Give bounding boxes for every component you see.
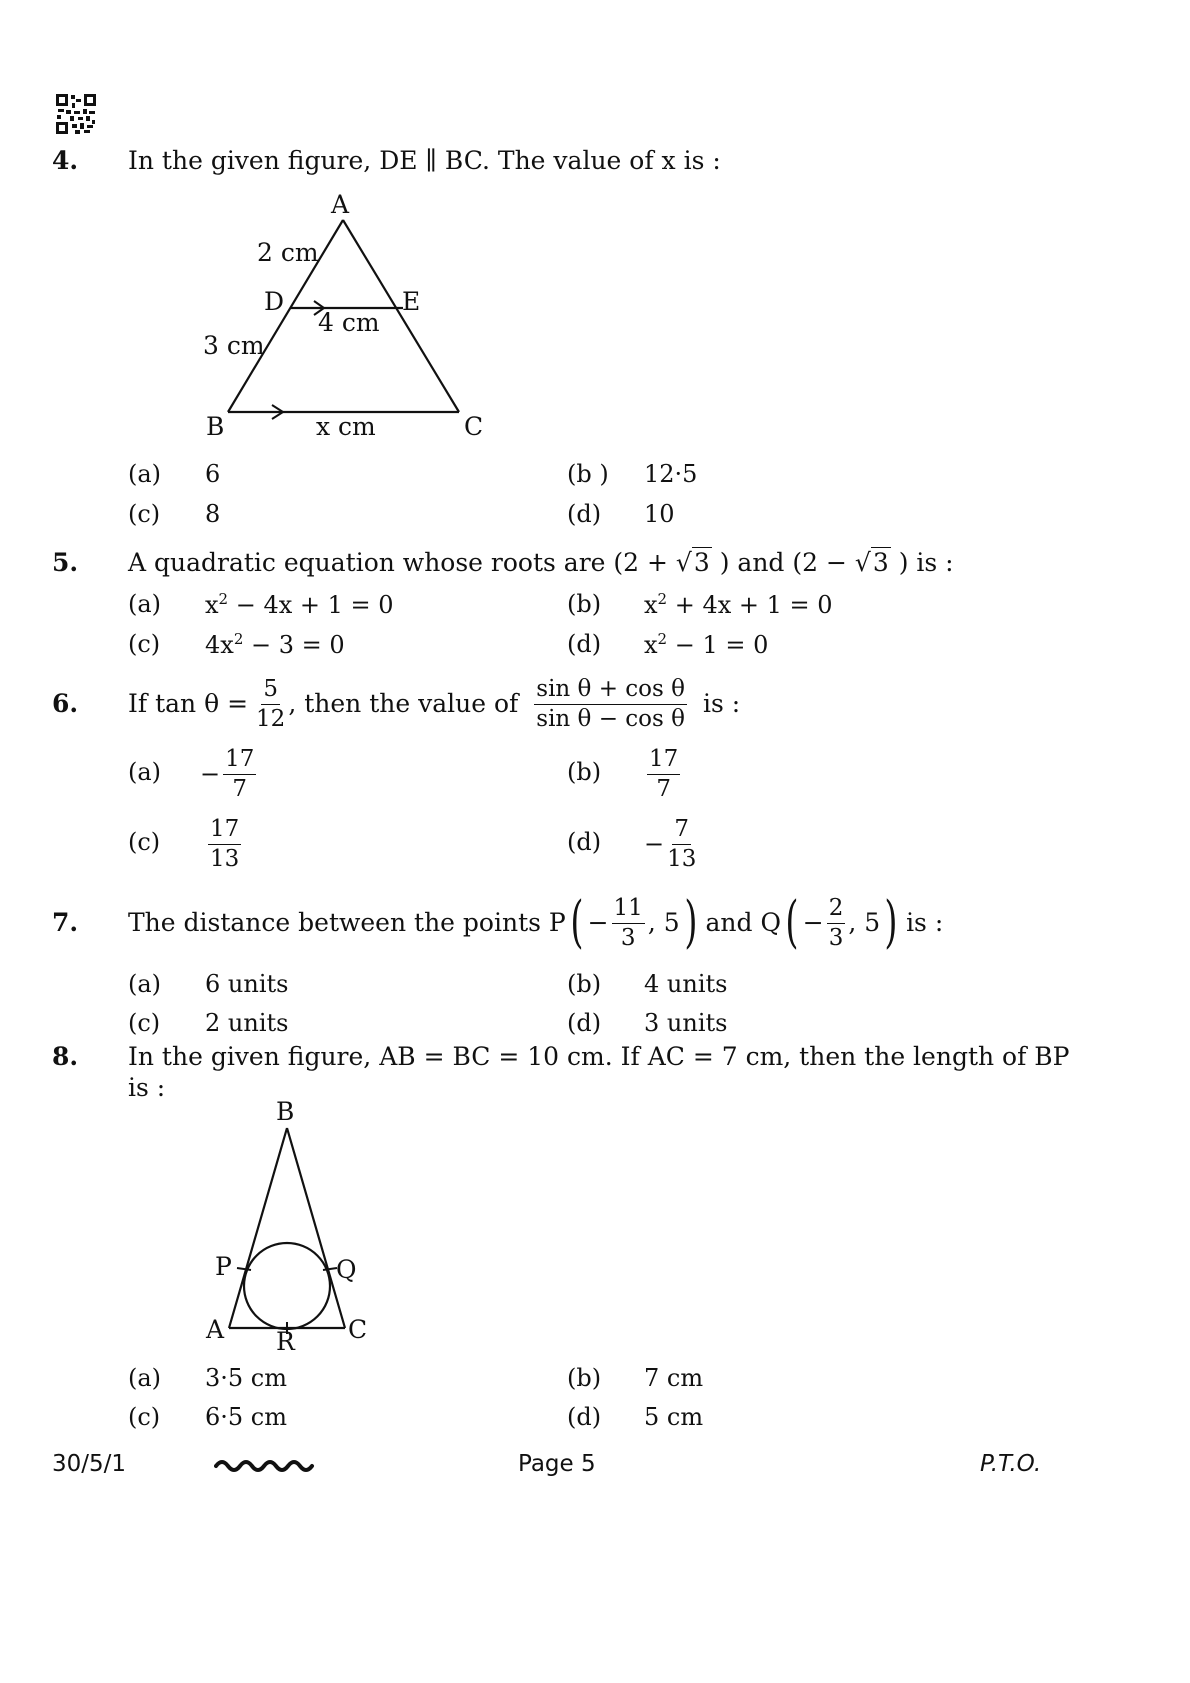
sqrt-expression: √3: [675, 548, 710, 577]
measurement-bc: x cm: [316, 412, 376, 441]
option-label[interactable]: (a): [128, 758, 162, 786]
pto-label: P.T.O.: [980, 1451, 1042, 1477]
vertex-label-a: A: [331, 190, 350, 219]
question-number: 4.: [52, 146, 79, 175]
fraction: $\frac{5}{12}$: [256, 675, 286, 732]
option-label[interactable]: (d): [567, 1009, 602, 1037]
option-value[interactable]: 10: [644, 500, 675, 528]
option-value[interactable]: 6: [205, 460, 221, 488]
wave-ornament-icon: [214, 1456, 318, 1476]
question-number: 6.: [52, 689, 79, 718]
option-label[interactable]: (d): [567, 630, 602, 658]
measurement-de: 4 cm: [318, 308, 380, 337]
option-value[interactable]: − $\frac{7}{13}$: [644, 815, 697, 872]
option-label[interactable]: (a): [128, 590, 162, 618]
fraction: $\frac{\text{sin θ + cos θ}}{\text{sin θ − cos θ}}$: [536, 675, 685, 732]
option-value[interactable]: − $\frac{17}{7}$: [200, 745, 255, 802]
option-value[interactable]: 8: [205, 500, 221, 528]
option-value[interactable]: 12·5: [644, 460, 698, 488]
option-label[interactable]: (c): [128, 630, 161, 658]
triangle-figure-q4: [190, 190, 530, 450]
question-text: The distance between the points P ( − $\frac{11}{3}$ , 5 ) and Q ( − $\frac{2}{3}$ , 5 ) is :: [128, 890, 944, 955]
option-value[interactable]: $x^2 - 4x + 1 = 0$: [205, 590, 394, 619]
point-label-p: P: [215, 1252, 232, 1281]
option-value[interactable]: $\frac{17}{7}$: [649, 745, 679, 802]
question-number: 8.: [52, 1042, 79, 1071]
question-number: 5.: [52, 548, 79, 577]
option-label[interactable]: (b ): [567, 460, 609, 488]
vertex-label-c: C: [464, 412, 484, 441]
option-value[interactable]: 4 units: [644, 970, 728, 998]
text-segment: ) is :: [898, 548, 954, 577]
measurement-ad: 2 cm: [257, 238, 319, 267]
option-label[interactable]: (c): [128, 828, 161, 856]
vertex-label-a: A: [206, 1315, 225, 1344]
question-text-line2: is :: [128, 1073, 166, 1102]
option-label[interactable]: (d): [567, 828, 602, 856]
option-value[interactable]: 3 units: [644, 1009, 728, 1037]
option-value[interactable]: 2 units: [205, 1009, 289, 1037]
question-text: If tan θ = $\frac{5}{12}$ , then the value of $\frac{\text{sin θ + cos θ}}{\text{sin θ − cos θ}}$ is :: [128, 675, 741, 732]
page-number: Page 5: [518, 1451, 596, 1477]
point-label-q: Q: [336, 1255, 357, 1284]
vertex-label-b: B: [206, 412, 225, 441]
fraction: $\frac{11}{3}$: [613, 894, 643, 951]
question-text: [128, 548, 954, 578]
option-label[interactable]: (b): [567, 1364, 602, 1392]
sqrt-expression: √3: [854, 548, 889, 577]
point-label-r: R: [276, 1327, 295, 1356]
vertex-label-d: D: [264, 287, 285, 316]
option-label[interactable]: (d): [567, 1403, 602, 1431]
measurement-db: 3 cm: [203, 331, 265, 360]
option-label[interactable]: (b): [567, 590, 602, 618]
vertex-label-e: E: [402, 287, 421, 316]
option-value[interactable]: 7 cm: [644, 1364, 704, 1392]
option-value[interactable]: 6 units: [205, 970, 289, 998]
option-value[interactable]: 5 cm: [644, 1403, 704, 1431]
question-text-line1: In the given figure, AB = BC = 10 cm. If AC = 7 cm, then the length of BP: [128, 1042, 1070, 1071]
question-number: 7.: [52, 908, 79, 937]
option-label[interactable]: (a): [128, 1364, 162, 1392]
triangle-incircle-figure-q8: [200, 1095, 400, 1365]
option-value[interactable]: $x^2 + 4x + 1 = 0$: [644, 590, 833, 619]
option-label[interactable]: (d): [567, 500, 602, 528]
text-segment: A quadratic equation whose roots are (2 +: [128, 548, 668, 577]
option-label[interactable]: (a): [128, 460, 162, 488]
option-label[interactable]: (c): [128, 1009, 161, 1037]
qr-code-icon: [56, 94, 96, 134]
option-label[interactable]: (a): [128, 970, 162, 998]
option-label[interactable]: (c): [128, 1403, 161, 1431]
option-label[interactable]: (b): [567, 758, 602, 786]
option-value[interactable]: $x^2 - 1 = 0$: [644, 630, 769, 659]
option-value[interactable]: $4x^2 - 3 = 0$: [205, 630, 345, 659]
paper-code: 30/5/1: [52, 1451, 127, 1477]
option-label[interactable]: (c): [128, 500, 161, 528]
option-label[interactable]: (b): [567, 970, 602, 998]
question-text: In the given figure, DE ∥ BC. The value of x is :: [128, 146, 721, 175]
vertex-label-c: C: [348, 1315, 368, 1344]
vertex-label-b: B: [276, 1097, 295, 1126]
option-value[interactable]: 6·5 cm: [205, 1403, 287, 1431]
fraction: $\frac{2}{3}$: [828, 894, 844, 951]
option-value[interactable]: $\frac{17}{13}$: [210, 815, 240, 872]
text-segment: ) and (2 −: [719, 548, 847, 577]
option-value[interactable]: 3·5 cm: [205, 1364, 287, 1392]
